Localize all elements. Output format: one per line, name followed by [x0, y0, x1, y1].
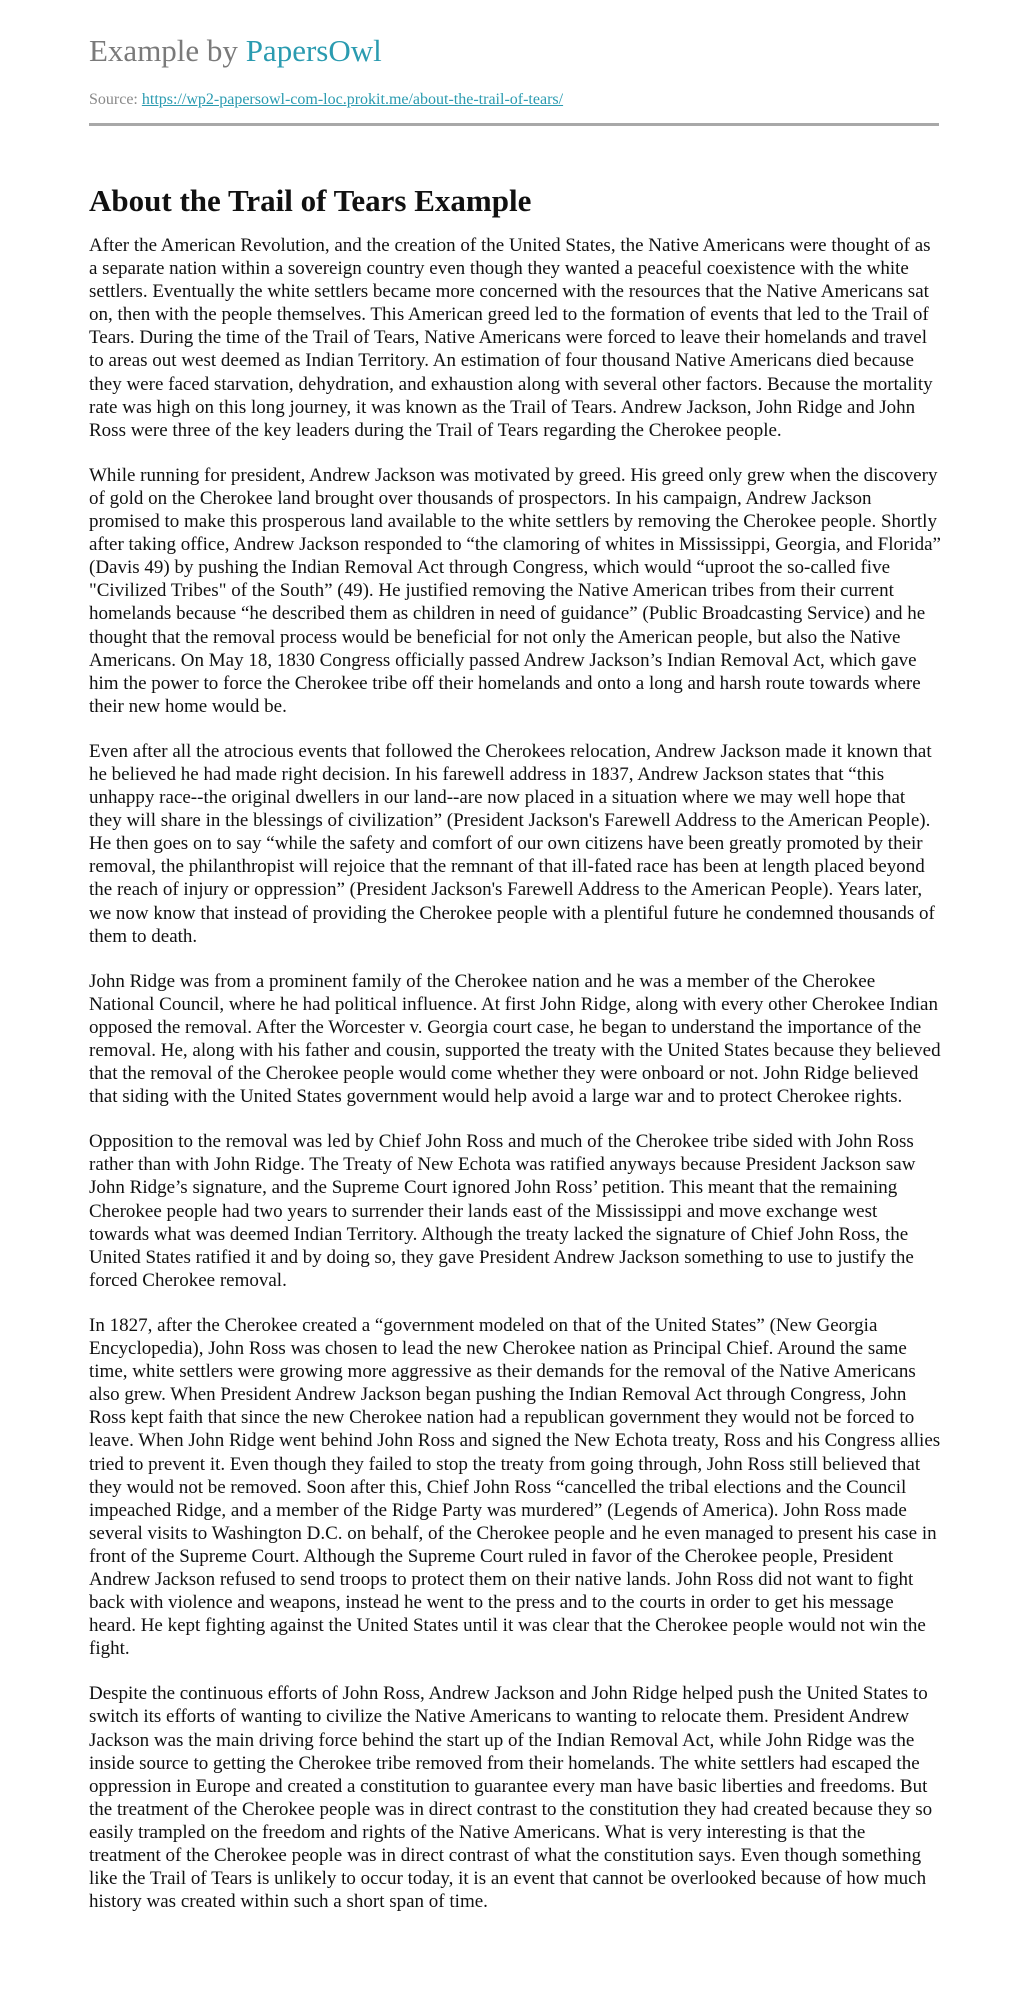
source-line [89, 90, 939, 110]
source-label: Source: [89, 91, 142, 108]
brand-line [89, 28, 939, 74]
article-paragraph: While running for president, Andrew Jackson was motivated by greed. His greed only grew when the discovery of gold on the Cherokee land brought over thousands of prospectors. In his campaign, Andrew Jackson promised to make this prosperous land available to the white settlers by removing the Cherokee people. Shortly after taking office, Andrew Jackson responded to “the clamoring of whites in Mississippi, Georgia, and Florida” (Davis 49) by pushing the Indian Removal Act through Congress, which would “uproot the so-called five "Civilized Tribes" of the South” (49). He justified removing the Native American tribes from their current homelands because “he described them as children in need of guidance” (Public Broadcasting Service) and he thought that the removal process would be beneficial for not only the American people, but also the Native Americans. On May 18, 1830 Congress officially passed Andrew Jackson’s Indian Removal Act, which gave him the power to force the Cherokee tribe off their homelands and onto a long and harsh route towards where their new home would be. [89, 464, 941, 717]
brand-prefix: Example by [89, 33, 246, 68]
article-paragraph: Even after all the atrocious events that followed the Cherokees relocation, Andrew Jackson made it known that he believed he had made right decision. In his farewell address in 1837, Andrew Jackson states that “this unhappy race--the original dwellers in our land--are now placed in a situation where we may well hope that they will share in the blessings of civilization” (President Jackson's Farewell Address to the American People). He then goes on to say “while the safety and comfort of our own citizens have been greatly promoted by their removal, the philanthropist will rejoice that the remnant of that ill-fated race has been at length placed beyond the reach of injury or oppression” (President Jackson's Farewell Address to the American People). Years later, we now know that instead of providing the Cherokee people with a plentiful future he condemned thousands of them to death. [89, 740, 935, 947]
article-paragraph: Opposition to the removal was led by Chief John Ross and much of the Cherokee tribe sided with John Ross rather than with John Ridge. The Treaty of New Echota was ratified anyways because President Jackson saw John Ridge’s signature, and the Supreme Court ignored John Ross’ petition. This meant that the remaining Cherokee people had two years to surrender their lands east of the Mississippi and move exchange west towards what was deemed Indian Territory. Although the treaty lacked the signature of Chief John Ross, the United States ratified it and by doing so, they gave President Andrew Jackson something to use to justify the forced Cherokee removal. [89, 1131, 916, 1291]
article-title: About the Trail of Tears Example [89, 183, 532, 218]
article-paragraph: After the American Revolution, and the creation of the United States, the Native Americans were thought of as a separate nation within a sovereign country even though they wanted a peaceful coexistence with the white settlers. Eventually the white settlers became more concerned with the resources that the Native Americans sat on, then with the people themselves. This American greed led to the formation of events that led to the Trail of Tears. During the time of the Trail of Tears, Native Americans were forced to leave their homelands and travel to areas out west deemed as Indian Territory. An estimation of four thousand Native Americans died because they were faced starvation, dehydration, and exhaustion along with several other factors. Because the mortality rate was high on this long journey, it was known as the Trail of Tears. Andrew Jackson, John Ridge and John Ross were three of the key leaders during the Trail of Tears regarding the Cherokee people. [89, 235, 933, 441]
header-divider [89, 123, 939, 126]
article-paragraph: In 1827, after the Cherokee created a “government modeled on that of the United States” (New Georgia Encyclopedia), John Ross was chosen to lead the new Cherokee nation as Principal Chief. Around the same time, white settlers were growing more aggressive as their demands for the removal of the Native Americans also grew. When President Andrew Jackson began pushing the Indian Removal Act through Congress, John Ross kept faith that since the new Cherokee nation had a republican government they would not be forced to leave. When John Ridge went behind John Ross and signed the New Echota treaty, Ross and his Congress allies tried to prevent it. Even though they failed to stop the treaty from going through, John Ross still believed that they would not be removed. Soon after this, Chief John Ross “cancelled the tribal elections and the Council impeached Ridge, and a member of the Ridge Party was murdered” (Legends of America). John Ross made several visits to Washington D.C. on behalf, of the Cherokee people and he even managed to present his case in front of the Supreme Court. Although the Supreme Court ruled in favor of the Cherokee people, President Andrew Jackson refused to send troops to protect them on their native lands. John Ross did not want to fight back with violence and weapons, instead he went to the press and to the courts in order to get his message heard. He kept fighting against the United States until it was clear that the Cherokee people would not win the fight. [89, 1314, 941, 1660]
source-link[interactable]: https://wp2-papersowl-com-loc.prokit.me/about-the-trail-of-tears/ [141, 91, 564, 108]
article-paragraph: John Ridge was from a prominent family of the Cherokee nation and he was a member of the Cherokee National Council, where he had political influence. At first John Ridge, along with every other Cherokee Indian opposed the removal. After the Worcester v. Georgia court case, he began to understand the importance of the removal. He, along with his father and cousin, supported the treaty with the United States because they believed that the removal of the Cherokee people would come whether they were onboard or not. John Ridge believed that siding with the United States government would help avoid a large war and to protect Cherokee rights. [89, 970, 941, 1108]
brand-name-link[interactable]: PapersOwl [245, 33, 382, 68]
article-paragraph: Despite the continuous efforts of John Ross, Andrew Jackson and John Ridge helped push the United States to switch its efforts of wanting to civilize the Native Americans to wanting to relocate them. President Andrew Jackson was the main driving force behind the start up of the Indian Removal Act, while John Ridge was the inside source to getting the Cherokee tribe removed from their homelands. The white settlers had escaped the oppression in Europe and created a constitution to guarantee every man have basic liberties and freedoms. But the treatment of the Cherokee people was in direct contrast to the constitution they had created because they so easily trampled on the freedom and rights of the Native Americans. What is very interesting is that the treatment of the Cherokee people was in direct contrast of what the constitution says. Even though something like the Trail of Tears is unlikely to occur today, it is an event that cannot be overlooked because of how much history was created within such a short span of time. [89, 1683, 933, 1913]
article-body [89, 180, 941, 1935]
page-header [89, 28, 939, 110]
